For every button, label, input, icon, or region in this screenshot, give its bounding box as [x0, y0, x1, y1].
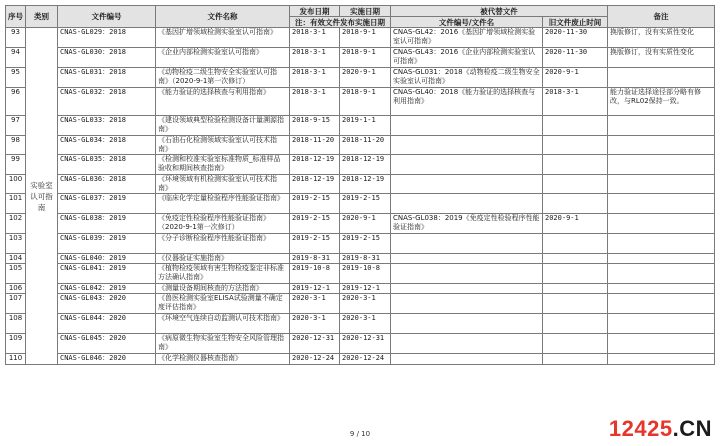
row-number-cell: 105 [6, 264, 26, 284]
remark-cell [608, 175, 715, 194]
doc-name-cell: 《环境空气连续自动监测认可技术指南》 [156, 314, 290, 334]
table-row [6, 175, 715, 194]
replaced-doc-cell [391, 264, 543, 284]
doc-name-cell: 《动物检疫二级生物安全实验室认可指南》（2020-9-1第一次修订） [156, 68, 290, 88]
remark-cell [608, 116, 715, 136]
remark-cell [608, 68, 715, 88]
publish-date-cell: 2018-9-15 [290, 116, 340, 136]
remark-cell [608, 234, 715, 254]
remark-cell [608, 155, 715, 175]
old-stop-date-cell [543, 136, 608, 155]
doc-number-cell: CNAS-GL041：2019 [58, 264, 156, 284]
doc-name-cell: 《测量设备期间核查的方法指南》 [156, 284, 290, 294]
impl-date-cell: 2018-9-1 [340, 88, 391, 116]
table-row [6, 314, 715, 334]
doc-number-cell: CNAS-GL045：2020 [58, 334, 156, 354]
table-row [6, 116, 715, 136]
publish-date-cell: 2020-3-1 [290, 294, 340, 314]
remark-cell [608, 254, 715, 264]
old-stop-date-cell [543, 314, 608, 334]
row-number-cell: 98 [6, 136, 26, 155]
remark-cell [608, 214, 715, 234]
replaced-doc-cell [391, 294, 543, 314]
old-stop-date-cell [543, 294, 608, 314]
table-row [6, 284, 715, 294]
replaced-doc-cell: CNAS-GL43：2016《企业内部检测实验室认可指南》 [391, 48, 543, 68]
header-category: 类别 [26, 6, 58, 28]
publish-date-cell: 2018-11-20 [290, 136, 340, 155]
table-row [6, 294, 715, 314]
impl-date-cell: 2020-12-24 [340, 354, 391, 365]
doc-number-cell: CNAS-GL046：2020 [58, 354, 156, 365]
impl-date-cell: 2018-11-20 [340, 136, 391, 155]
impl-date-cell: 2018-9-1 [340, 48, 391, 68]
table-header [6, 6, 715, 28]
row-number-cell: 104 [6, 254, 26, 264]
old-stop-date-cell [543, 254, 608, 264]
doc-name-cell: 《植物检疫领域有害生物检疫鉴定非标准方法确认指南》 [156, 264, 290, 284]
publish-date-cell: 2020-12-24 [290, 354, 340, 365]
old-stop-date-cell [543, 116, 608, 136]
doc-name-cell: 《石油石化检测领域实验室认可技术指南》 [156, 136, 290, 155]
publish-date-cell: 2020-3-1 [290, 314, 340, 334]
header-doc-name: 文件名称 [156, 6, 290, 28]
replaced-doc-cell: CNAS-GL031：2018《动物检疫二级生物安全实验室认可指南》 [391, 68, 543, 88]
publish-date-cell: 2018-3-1 [290, 28, 340, 48]
doc-number-cell: CNAS-GL039：2019 [58, 234, 156, 254]
table-row [6, 48, 715, 68]
doc-name-cell: 《分子诊断检验程序性能验证指南》 [156, 234, 290, 254]
doc-name-cell: 《能力验证的选择核查与利用指南》 [156, 88, 290, 116]
doc-number-cell: CNAS-GL029：2018 [58, 28, 156, 48]
table-row [6, 234, 715, 254]
row-number-cell: 93 [6, 28, 26, 48]
doc-name-cell: 《临床化学定量检验程序性能验证指南》 [156, 194, 290, 214]
row-number-cell: 97 [6, 116, 26, 136]
header-doc-no: 文件编号 [58, 6, 156, 28]
publish-date-cell: 2019-12-1 [290, 284, 340, 294]
replaced-doc-cell [391, 284, 543, 294]
doc-name-cell: 《免疫定性检验程序性能验证指南》（2020-9-1第一次修订） [156, 214, 290, 234]
doc-number-cell: CNAS-GL037：2019 [58, 194, 156, 214]
publish-date-cell: 2018-3-1 [290, 68, 340, 88]
doc-number-cell: CNAS-GL032：2018 [58, 88, 156, 116]
publish-date-cell: 2018-3-1 [290, 88, 340, 116]
guide-table [5, 5, 715, 365]
table-row [6, 68, 715, 88]
replaced-doc-cell: CNAS-GL42：2016《基因扩增领域检测实验室认可指南》 [391, 28, 543, 48]
doc-name-cell: 《基因扩增领域检测实验室认可指南》 [156, 28, 290, 48]
doc-name-cell: 《化学检测仪器核查指南》 [156, 354, 290, 365]
replaced-doc-cell [391, 334, 543, 354]
replaced-doc-cell [391, 254, 543, 264]
publish-date-cell: 2020-12-31 [290, 334, 340, 354]
header-publish-date: 发布日期 [290, 6, 340, 17]
table-row [6, 28, 715, 48]
replaced-doc-cell [391, 234, 543, 254]
doc-number-cell: CNAS-GL030：2018 [58, 48, 156, 68]
category-cell: 实验室认可指南 [26, 28, 58, 365]
doc-number-cell: CNAS-GL033：2018 [58, 116, 156, 136]
row-number-cell: 108 [6, 314, 26, 334]
header-no: 序号 [6, 6, 26, 28]
doc-number-cell: CNAS-GL043：2020 [58, 294, 156, 314]
replaced-doc-cell [391, 155, 543, 175]
old-stop-date-cell [543, 284, 608, 294]
replaced-doc-cell [391, 136, 543, 155]
replaced-doc-cell [391, 194, 543, 214]
doc-number-cell: CNAS-GL044：2020 [58, 314, 156, 334]
table-row [6, 354, 715, 365]
row-number-cell: 96 [6, 88, 26, 116]
row-number-cell: 99 [6, 155, 26, 175]
old-stop-date-cell [543, 155, 608, 175]
impl-date-cell: 2020-12-31 [340, 334, 391, 354]
impl-date-cell: 2020-9-1 [340, 68, 391, 88]
impl-date-cell: 2018-12-19 [340, 155, 391, 175]
remark-cell [608, 334, 715, 354]
header-remark: 备注 [608, 6, 715, 28]
doc-name-cell: 《环境领域有机检测实验室认可技术指南》 [156, 175, 290, 194]
publish-date-cell: 2019-2-15 [290, 194, 340, 214]
remark-cell [608, 136, 715, 155]
doc-number-cell: CNAS-GL034：2018 [58, 136, 156, 155]
table-row [6, 136, 715, 155]
header-impl-date: 实施日期 [340, 6, 391, 17]
row-number-cell: 106 [6, 284, 26, 294]
replaced-doc-cell [391, 116, 543, 136]
doc-number-cell: CNAS-GL042：2019 [58, 284, 156, 294]
table-row [6, 334, 715, 354]
doc-number-cell: CNAS-GL035：2018 [58, 155, 156, 175]
publish-date-cell: 2018-12-19 [290, 155, 340, 175]
header-replaced-name: 文件编号/文件名 [391, 17, 543, 28]
table-row [6, 88, 715, 116]
header-note: 注：有效文件发布实施日期 [290, 17, 391, 28]
header-old-stop-date: 旧文件废止时间 [543, 17, 608, 28]
table-row [6, 254, 715, 264]
row-number-cell: 110 [6, 354, 26, 365]
impl-date-cell: 2018-12-19 [340, 175, 391, 194]
old-stop-date-cell [543, 354, 608, 365]
publish-date-cell: 2018-3-1 [290, 48, 340, 68]
impl-date-cell: 2020-9-1 [340, 214, 391, 234]
old-stop-date-cell: 2020-9-1 [543, 214, 608, 234]
table-row [6, 194, 715, 214]
remark-cell: 能力验证选择途径部分略有修改，与RL02保持一致。 [608, 88, 715, 116]
remark-cell: 换版修订，没有实质性变化 [608, 28, 715, 48]
impl-date-cell: 2019-2-15 [340, 194, 391, 214]
old-stop-date-cell [543, 194, 608, 214]
replaced-doc-cell [391, 175, 543, 194]
remark-cell [608, 264, 715, 284]
old-stop-date-cell [543, 334, 608, 354]
replaced-doc-cell [391, 314, 543, 334]
row-number-cell: 107 [6, 294, 26, 314]
old-stop-date-cell [543, 175, 608, 194]
replaced-doc-cell: CNAS-GL038：2019《免疫定性检验程序性能验证指南》 [391, 214, 543, 234]
old-stop-date-cell: 2018-3-1 [543, 88, 608, 116]
impl-date-cell: 2019-2-15 [340, 234, 391, 254]
row-number-cell: 102 [6, 214, 26, 234]
replaced-doc-cell: CNAS-GL40：2018《能力验证的选择核查与利用指南》 [391, 88, 543, 116]
doc-number-cell: CNAS-GL040：2019 [58, 254, 156, 264]
doc-number-cell: CNAS-GL036：2018 [58, 175, 156, 194]
impl-date-cell: 2019-8-31 [340, 254, 391, 264]
row-number-cell: 100 [6, 175, 26, 194]
watermark-part-b: .CN [672, 416, 712, 441]
remark-cell [608, 354, 715, 365]
impl-date-cell: 2018-9-1 [340, 28, 391, 48]
old-stop-date-cell [543, 264, 608, 284]
page-number: 9 / 10 [349, 430, 371, 438]
watermark-logo [609, 416, 712, 442]
row-number-cell: 101 [6, 194, 26, 214]
table-row [6, 155, 715, 175]
impl-date-cell: 2019-1-1 [340, 116, 391, 136]
doc-name-cell: 《仪器验证实施指南》 [156, 254, 290, 264]
doc-name-cell: 《病原微生物实验室生物安全风险管理指南》 [156, 334, 290, 354]
table-body [6, 28, 715, 365]
remark-cell [608, 314, 715, 334]
remark-cell: 换版修订，没有实质性变化 [608, 48, 715, 68]
publish-date-cell: 2019-2-15 [290, 214, 340, 234]
row-number-cell: 103 [6, 234, 26, 254]
remark-cell [608, 284, 715, 294]
publish-date-cell: 2019-8-31 [290, 254, 340, 264]
doc-name-cell: 《企业内部检测实验室认可指南》 [156, 48, 290, 68]
table-row [6, 214, 715, 234]
header-replaced-group: 被代替文件 [391, 6, 608, 17]
old-stop-date-cell [543, 234, 608, 254]
table-row [6, 264, 715, 284]
old-stop-date-cell: 2020-9-1 [543, 68, 608, 88]
row-number-cell: 94 [6, 48, 26, 68]
row-number-cell: 109 [6, 334, 26, 354]
impl-date-cell: 2019-10-8 [340, 264, 391, 284]
impl-date-cell: 2020-3-1 [340, 314, 391, 334]
row-number-cell: 95 [6, 68, 26, 88]
remark-cell [608, 194, 715, 214]
doc-name-cell: 《建设领域典型检验检测设备计量溯源指南》 [156, 116, 290, 136]
impl-date-cell: 2019-12-1 [340, 284, 391, 294]
publish-date-cell: 2018-12-19 [290, 175, 340, 194]
doc-number-cell: CNAS-GL031：2018 [58, 68, 156, 88]
remark-cell [608, 294, 715, 314]
old-stop-date-cell: 2020-11-30 [543, 28, 608, 48]
publish-date-cell: 2019-10-8 [290, 264, 340, 284]
doc-number-cell: CNAS-GL038：2019 [58, 214, 156, 234]
watermark-part-a: 12425 [608, 416, 673, 441]
publish-date-cell: 2019-2-15 [290, 234, 340, 254]
old-stop-date-cell: 2020-11-30 [543, 48, 608, 68]
doc-name-cell: 《检测和校准实验室标准物质_标准样品验收和期间核查指南》 [156, 155, 290, 175]
doc-name-cell: 《兽医检测实验室ELISA试验测量不确定度评估指南》 [156, 294, 290, 314]
impl-date-cell: 2020-3-1 [340, 294, 391, 314]
replaced-doc-cell [391, 354, 543, 365]
